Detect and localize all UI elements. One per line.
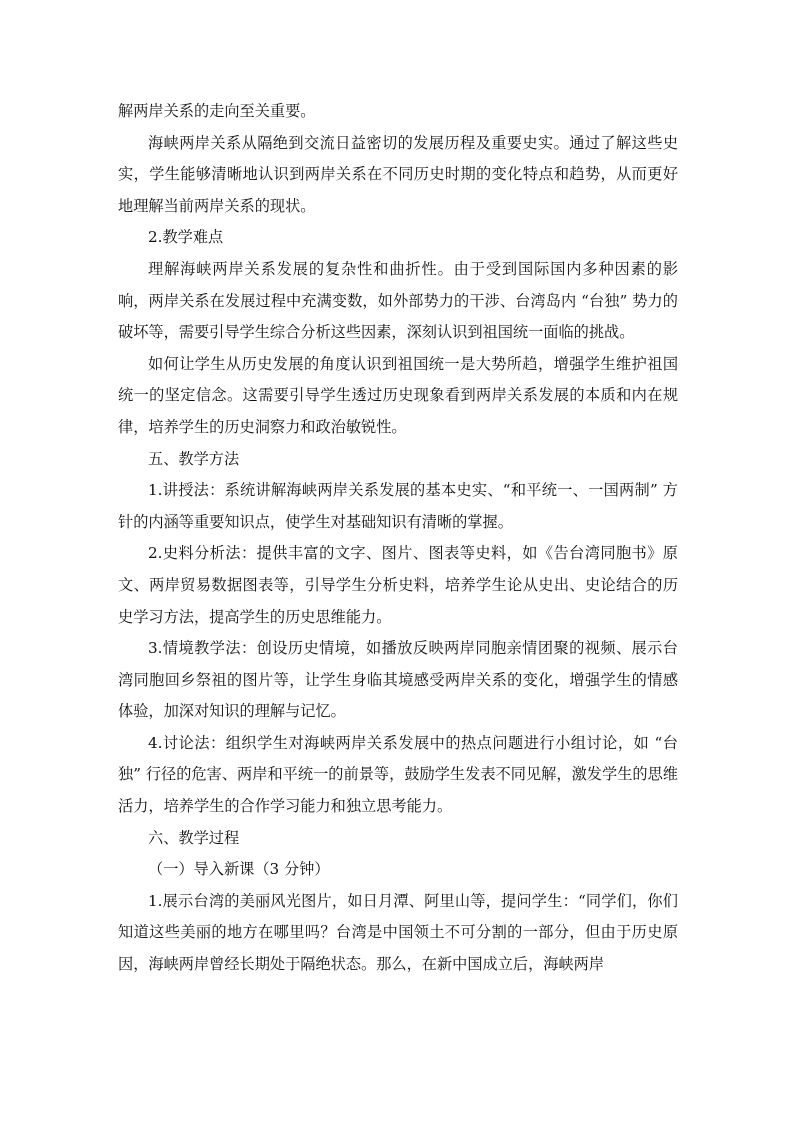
subheading-introduction: （一）导入新课（3 分钟）: [148, 860, 330, 879]
paragraph-method-discussion: 4.讨论法：组织学生对海峡两岸关系发展中的热点问题进行小组讨论，如 “台独” 行径的危害、两岸和平统一的前景等，鼓励学生发表不同见解，激发学生的思维活力，培养学生的合作学习能力和独立思考能力。: [118, 733, 678, 816]
heading-teaching-process: 六、教学过程: [148, 828, 240, 847]
paragraph-continuation: 解两岸关系的走向至关重要。: [118, 102, 316, 120]
paragraph-method-source-analysis: 2.史料分析法：提供丰富的文字、图片、图表等史料，如《告台湾同胞书》原文、两岸贸易数据图表等，引导学生分析史料，培养学生论从史出、史论结合的历史学习方法，提高学生的历史思维能力。: [118, 544, 678, 626]
paragraph-key-content: 海峡两岸关系从隔绝到交流日益密切的发展历程及重要史实。通过了解这些史实，学生能够清晰地认识到两岸关系在不同历史时期的变化特点和趋势，从而更好地理解当前两岸关系的现状。: [118, 133, 678, 215]
paragraph-method-lecture: 1.讲授法：系统讲解海峡两岸关系发展的基本史实、“和平统一、一国两制” 方针的内涵等重要知识点，使学生对基础知识有清晰的掌握。: [118, 481, 678, 531]
document-page: [118, 96, 678, 981]
paragraph-difficulty-2: 如何让学生从历史发展的角度认识到祖国统一是大势所趋，增强学生维护祖国统一的坚定信念。这需要引导学生透过历史现象看到两岸关系发展的本质和内在规律，培养学生的历史洞察力和政治敏锐性。: [118, 354, 678, 436]
heading-teaching-methods: 五、教学方法: [148, 449, 240, 468]
paragraph-method-situational: 3.情境教学法：创设历史情境，如播放反映两岸同胞亲情团聚的视频、展示台湾同胞回乡祭祖的图片等，让学生身临其境感受两岸关系的变化，增强学生的情感体验，加深对知识的理解与记忆。: [118, 639, 678, 721]
heading-teaching-difficulty: 2.教学难点: [148, 228, 224, 247]
paragraph-introduction-1: 1.展示台湾的美丽风光图片，如日月潭、阿里山等，提问学生：“同学们，你们知道这些美丽的地方在哪里吗？台湾是中国领土不可分割的一部分，但由于历史原因，海峡两岸曾经长期处于隔绝状态。那么，在新中国成立后，海峡两岸: [118, 891, 678, 974]
paragraph-difficulty-1: 理解海峡两岸关系发展的复杂性和曲折性。由于受到国际国内多种因素的影响，两岸关系在发展过程中充满变数，如外部势力的干涉、台湾岛内 “台独” 势力的破坏等，需要引导学生综合分析这些因素，深刻认识到祖国统一面临的挑战。: [118, 259, 678, 342]
